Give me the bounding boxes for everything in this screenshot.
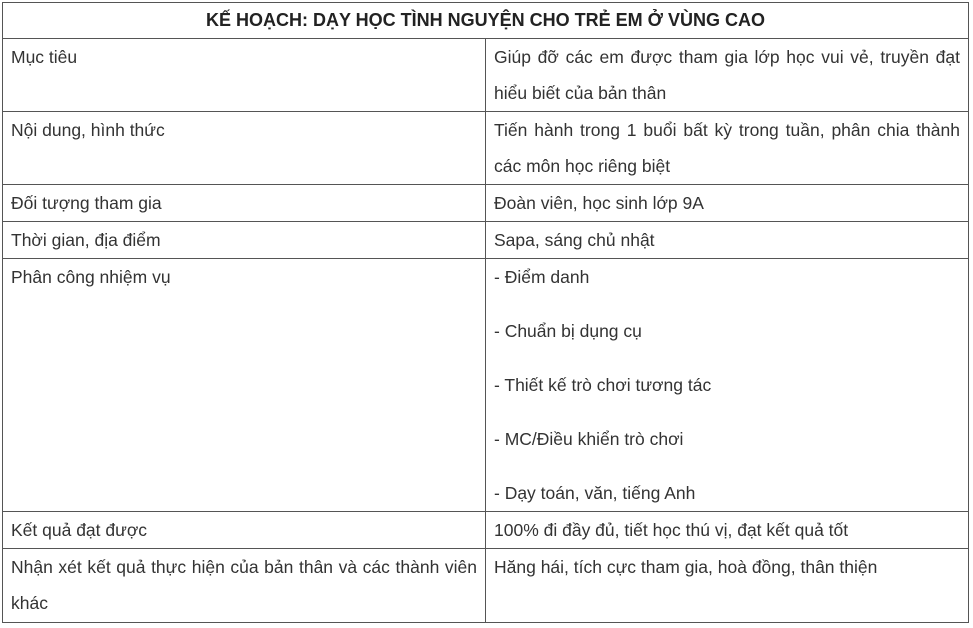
table-row bbox=[3, 259, 969, 512]
row-label-objective: Mục tiêu bbox=[3, 39, 486, 112]
row-label-content: Nội dung, hình thức bbox=[3, 112, 486, 185]
row-value-evaluation: Hăng hái, tích cực tham gia, hoà đồng, thân thiện bbox=[486, 549, 969, 623]
table-row bbox=[3, 549, 969, 623]
table-row bbox=[3, 222, 969, 259]
row-value-assignments bbox=[486, 259, 969, 512]
row-value-time-place: Sapa, sáng chủ nhật bbox=[486, 222, 969, 259]
table-title: KẾ HOẠCH: DẠY HỌC TÌNH NGUYỆN CHO TRẺ EM Ở VÙNG CAO bbox=[3, 3, 969, 39]
row-value-content: Tiến hành trong 1 buổi bất kỳ trong tuần, phân chia thành các môn học riêng biệt bbox=[486, 112, 969, 185]
task-item: - Chuẩn bị dụng cụ bbox=[494, 321, 642, 341]
task-item: - Điểm danh bbox=[494, 267, 590, 287]
task-item: - Thiết kế trò chơi tương tác bbox=[494, 375, 712, 395]
row-label-participants: Đối tượng tham gia bbox=[3, 185, 486, 222]
task-item: - Dạy toán, văn, tiếng Anh bbox=[494, 483, 696, 503]
table-row bbox=[3, 39, 969, 112]
row-label-evaluation: Nhận xét kết quả thực hiện của bản thân và các thành viên khác bbox=[3, 549, 486, 623]
table-row bbox=[3, 512, 969, 549]
row-label-assignments: Phân công nhiệm vụ bbox=[3, 259, 486, 512]
table-row bbox=[3, 185, 969, 222]
row-label-time-place: Thời gian, địa điểm bbox=[3, 222, 486, 259]
row-value-results: 100% đi đầy đủ, tiết học thú vị, đạt kết quả tốt bbox=[486, 512, 969, 549]
table-header-row bbox=[3, 3, 969, 39]
table-row bbox=[3, 112, 969, 185]
row-label-results: Kết quả đạt được bbox=[3, 512, 486, 549]
plan-table bbox=[2, 2, 969, 623]
row-value-participants: Đoàn viên, học sinh lớp 9A bbox=[486, 185, 969, 222]
row-value-objective: Giúp đỡ các em được tham gia lớp học vui vẻ, truyền đạt hiểu biết của bản thân bbox=[486, 39, 969, 112]
task-item: - MC/Điều khiển trò chơi bbox=[494, 429, 684, 449]
task-list bbox=[494, 259, 960, 511]
